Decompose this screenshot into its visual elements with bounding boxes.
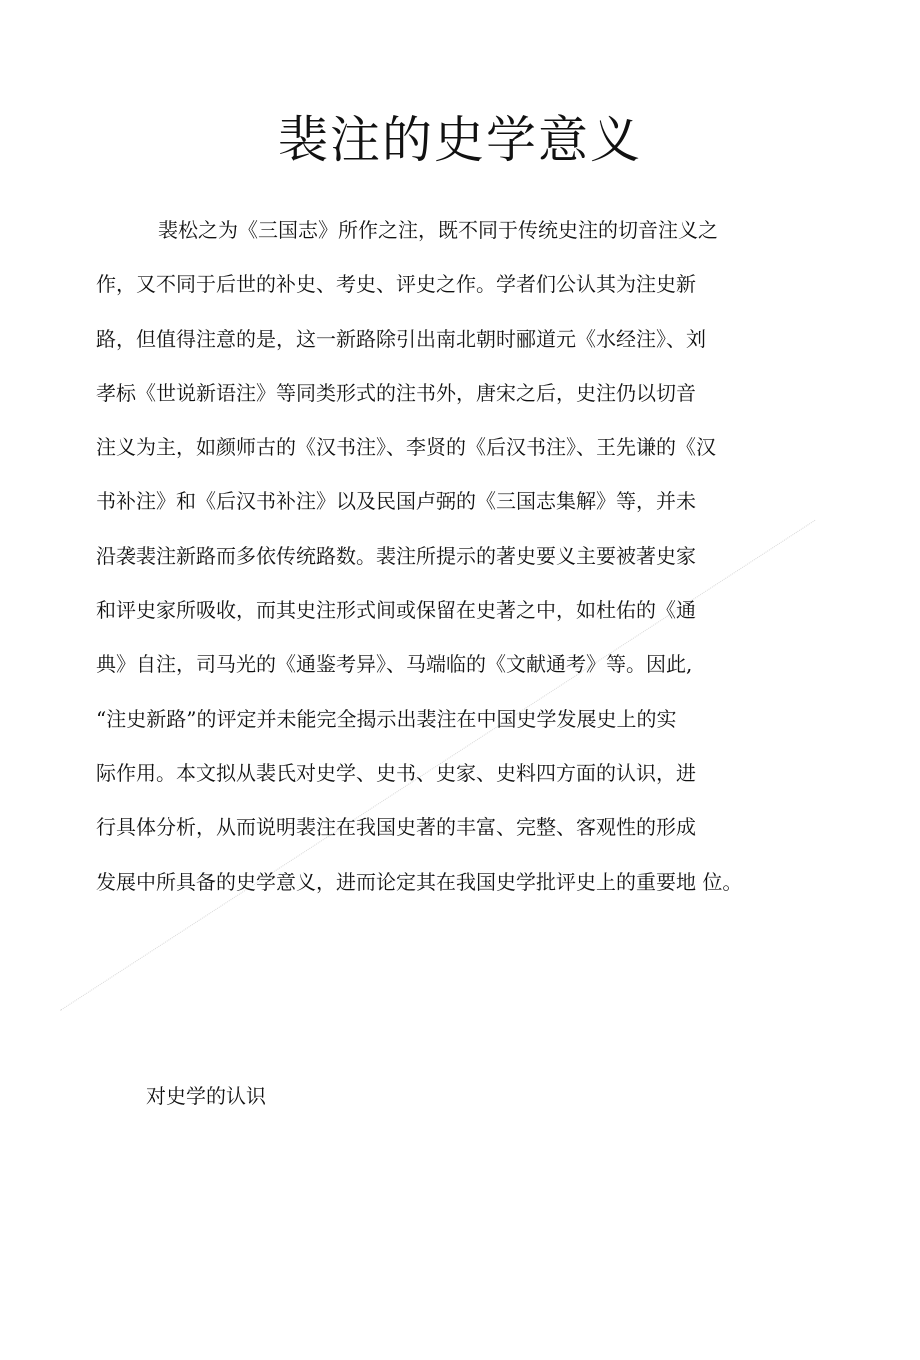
paragraph-line: 书补注》和《后汉书补注》以及民国卢弼的《三国志集解》等，并未: [96, 489, 696, 514]
paragraph-line: 孝标《世说新语注》等同类形式的注书外，唐宋之后，史注仍以切音: [96, 380, 696, 405]
paragraph-line: 沿袭裴注新路而多依传统路数。裴注所提示的著史要义主要被著史家: [96, 543, 696, 568]
paragraph-line: 和评史家所吸收，而其史注形式间或保留在史著之中，如杜佑的《通: [96, 598, 696, 623]
paragraph-line: 行具体分析，从而说明裴注在我国史著的丰富、完整、客观性的形成: [96, 815, 696, 840]
intro-paragraph: [96, 210, 816, 916]
paragraph-line: “注史新路”的评定并未能完全揭示出裴注在中国史学发展史上的实: [96, 706, 677, 731]
section-heading: 对史学的认识: [146, 1084, 266, 1108]
paragraph-line: 典》自注，司马光的《通鉴考异》、马端临的《文献通考》等。因此,: [96, 652, 693, 677]
paragraph-line: 发展中所具备的史学意义，进而论定其在我国史学批评史上的重要地 位。: [96, 869, 743, 894]
document-title: 裴注的史学意义: [278, 111, 642, 169]
paragraph-line: 作，又不同于后世的补史、考史、评史之作。学者们公认其为注史新: [96, 272, 696, 297]
paragraph-line: 裴松之为《三国志》所作之注，既不同于传统史注的切音注义之: [158, 218, 718, 242]
paragraph-line: 注义为主，如颜师古的《汉书注》、李贤的《后汉书注》、王先谦的《汉: [96, 435, 716, 460]
paragraph-line: 路，但值得注意的是，这一新路除引出南北朝时郦道元《水经注》、刘: [96, 326, 706, 351]
paragraph-line: 际作用。本文拟从裴氏对史学、史书、史家、史料四方面的认识，进: [96, 760, 696, 785]
